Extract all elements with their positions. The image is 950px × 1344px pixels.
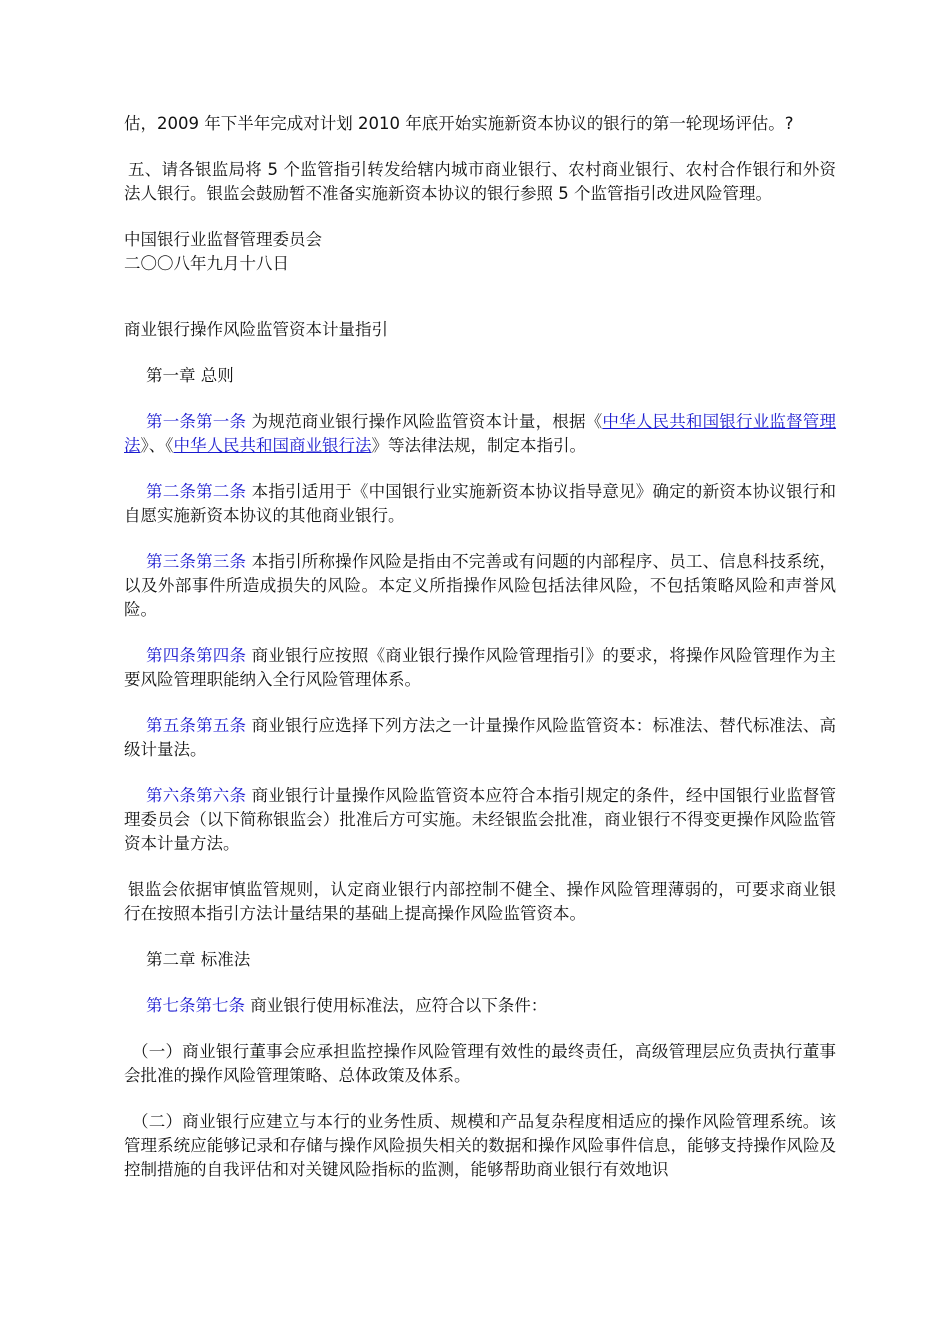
article-1-text-a: 为规范商业银行操作风险监管资本计量，根据《 <box>246 412 603 431</box>
law-link-banking-supervision[interactable]: 中华人民共和国银行业监督管理法 <box>124 412 837 455</box>
article-5 <box>124 714 836 762</box>
article-6 <box>124 784 836 856</box>
article-3 <box>124 550 836 622</box>
law-link-commercial-bank[interactable]: 中华人民共和国商业银行法 <box>173 436 372 455</box>
article-2 <box>124 480 836 528</box>
guideline-title: 商业银行操作风险监管资本计量指引 <box>124 320 388 339</box>
issuer-name: 中国银行业监督管理委员会 <box>124 230 322 249</box>
article-3-label[interactable]: 第三条第三条 <box>146 552 247 571</box>
article-1-text-b: 》、《 <box>140 436 174 455</box>
article-6-text: 商业银行计量操作风险监管资本应符合本指引规定的条件，经中国银行业监督管理委员会（以下简称银监会）批准后方可实施。未经银监会批准，商业银行不得变更操作风险监管资本计量方法。 <box>124 786 837 853</box>
chapter-heading-1: 第一章 总则 <box>146 366 234 385</box>
article-2-text: 本指引适用于《中国银行业实施新资本协议指导意见》确定的新资本协议银行和自愿实施新资本协议的其他商业银行。 <box>124 482 837 525</box>
paragraph-item-five: 五、请各银监局将 5 个监管指引转发给辖内城市商业银行、农村商业银行、农村合作银行和外资法人银行。银监会鼓励暂不准备实施新资本协议的银行参照 5 个监管指引改进风险管理。 <box>124 160 836 203</box>
article-7-text: 商业银行使用标准法，应符合以下条件： <box>245 996 548 1015</box>
article-1-label[interactable]: 第一条第一条 <box>146 412 247 431</box>
article-5-text: 商业银行应选择下列方法之一计量操作风险监管资本：标准法、替代标准法、高级计量法。 <box>124 716 837 759</box>
article-4-label[interactable]: 第四条第四条 <box>146 646 247 665</box>
article-7-label[interactable]: 第七条第七条 <box>146 996 245 1015</box>
article-1 <box>124 410 836 458</box>
chapter-heading-2: 第二章 标准法 <box>146 950 251 969</box>
paragraph-intro: 估，2009 年下半年完成对计划 2010 年底开始实施新资本协议的银行的第一轮现场评估。? <box>124 114 794 133</box>
list-item-2: （二）商业银行应建立与本行的业务性质、规模和产品复杂程度相适应的操作风险管理系统。该管理系统应能够记录和存储与操作风险损失相关的数据和操作风险事件信息，能够支持操作风险及控制措施的自我评估和对关键风险指标的监测，能够帮助商业银行有效地识 <box>124 1112 836 1179</box>
article-5-label[interactable]: 第五条第五条 <box>146 716 247 735</box>
document-body <box>124 112 836 1204</box>
article-6-label[interactable]: 第六条第六条 <box>146 786 247 805</box>
article-3-text: 本指引所称操作风险是指由不完善或有问题的内部程序、员工、信息科技系统，以及外部事件所造成损失的风险。本定义所指操作风险包括法律风险，不包括策略风险和声誉风险。 <box>124 552 837 619</box>
article-1-text-c: 》等法律法规，制定本指引。 <box>371 436 586 455</box>
paragraph-regulator: 银监会依据审慎监管规则，认定商业银行内部控制不健全、操作风险管理薄弱的，可要求商业银行在按照本指引方法计量结果的基础上提高操作风险监管资本。 <box>124 880 836 923</box>
article-4 <box>124 644 836 692</box>
article-7 <box>124 994 836 1018</box>
article-4-text: 商业银行应按照《商业银行操作风险管理指引》的要求，将操作风险管理作为主要风险管理职能纳入全行风险管理体系。 <box>124 646 837 689</box>
issue-date: 二〇〇八年九月十八日 <box>124 254 289 273</box>
list-item-1: （一）商业银行董事会应承担监控操作风险管理有效性的最终责任，高级管理层应负责执行董事会批准的操作风险管理策略、总体政策及体系。 <box>124 1042 836 1085</box>
article-2-label[interactable]: 第二条第二条 <box>146 482 247 501</box>
